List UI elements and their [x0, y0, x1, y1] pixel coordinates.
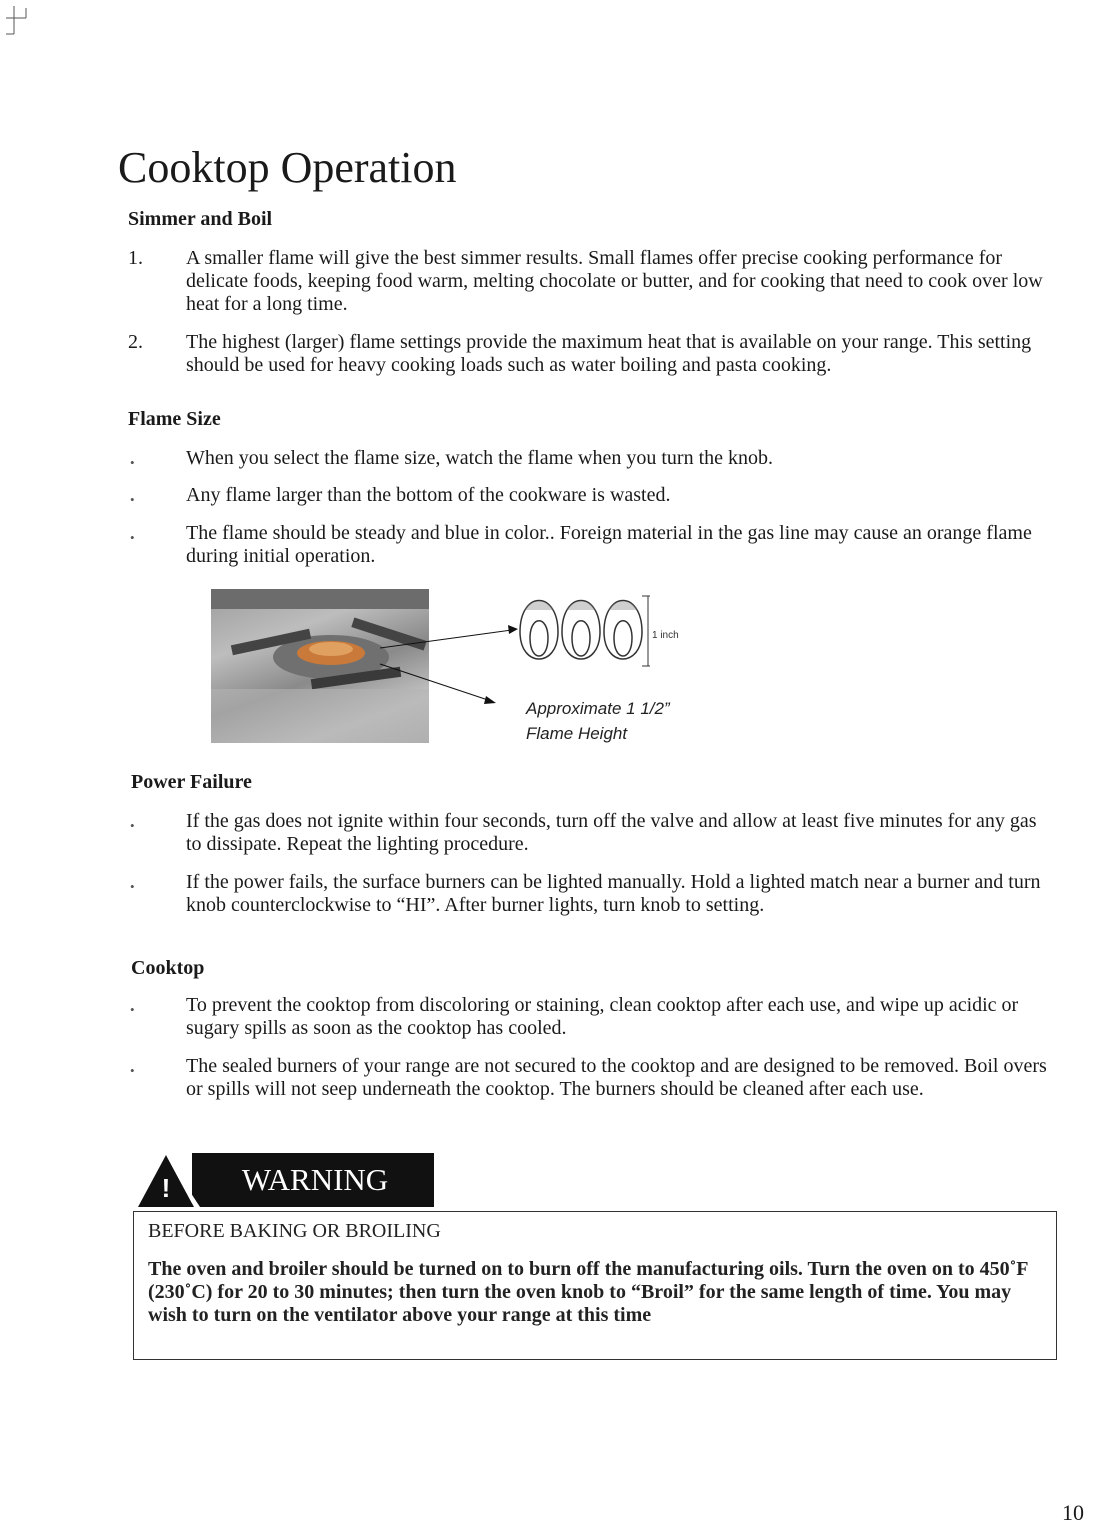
- section-heading-cooktop: Cooktop: [131, 957, 205, 979]
- warning-label: WARNING: [241, 1162, 389, 1197]
- bullet-icon: •: [130, 492, 135, 507]
- inch-label: 1 inch: [652, 630, 679, 641]
- bullet-icon: •: [130, 530, 135, 545]
- bullet-icon: •: [130, 879, 135, 894]
- caption-line: Flame Height: [526, 724, 628, 743]
- list-item-text: To prevent the cooktop from discoloring or staining, clean cooktop after each use, and wipe up acidic or sugary spills as soon as the cooktop has cooled.: [186, 994, 1019, 1039]
- exclamation-icon: !: [161, 1173, 171, 1203]
- list-item-text: When you select the flame size, watch the flame when you turn the knob.: [186, 447, 774, 469]
- list-number: 2.: [128, 331, 143, 353]
- figure-caption: [526, 696, 670, 746]
- bullet-icon: •: [130, 1063, 135, 1078]
- caption-line: Approximate 1 1/2”: [526, 699, 670, 718]
- page-title: Cooktop Operation: [118, 143, 457, 192]
- section-heading-flame-size: Flame Size: [128, 408, 221, 430]
- list-item-text: If the gas does not ignite within four seconds, turn off the valve and allow at least five minutes for any gas to dissipate. Repeat the lighting procedure.: [186, 810, 1037, 855]
- flame-diagram: [0, 0, 1096, 760]
- list-item-text: The flame should be steady and blue in color.. Foreign material in the gas line may cause an orange flame during initial operation.: [186, 522, 1032, 567]
- list-item-text: The highest (larger) flame settings provide the maximum heat that is available on your range. This setting should be used for heavy cooking loads such as water boiling and pasta cooking.: [186, 331, 1032, 376]
- list-item-text: Any flame larger than the bottom of the cookware is wasted.: [186, 484, 671, 506]
- list-item-text: The sealed burners of your range are not secured to the cooktop and are designed to be removed. Boil overs or spills will not seep underneath the cooktop. The burners should be cleaned after each use.: [186, 1055, 1047, 1100]
- warning-body: The oven and broiler should be turned on to burn off the manufacturing oils. Turn the oven on to 450˚F (230˚C) for 20 to 30 minutes; then turn the oven knob to “Broil” for the same length of time. You may wish to turn on the ventilator above your range at this time: [148, 1258, 1028, 1326]
- bullet-icon: •: [130, 818, 135, 833]
- list-number: 1.: [128, 247, 143, 269]
- section-heading-power-failure: Power Failure: [131, 771, 252, 793]
- list-item-text: A smaller flame will give the best simmer results. Small flames offer precise cooking performance for delicate foods, keeping food warm, melting chocolate or butter, and for cooking that need to cook over low heat for a long time.: [186, 247, 1043, 315]
- warning-heading: BEFORE BAKING OR BROILING: [148, 1220, 441, 1242]
- list-item-text: If the power fails, the surface burners can be lighted manually. Hold a lighted match near a burner and turn knob counterclockwise to “HI”. After burner lights, turn knob to setting.: [186, 871, 1041, 916]
- page-number: 10: [1062, 1500, 1084, 1525]
- bullet-icon: •: [130, 455, 135, 470]
- section-heading-simmer: Simmer and Boil: [128, 208, 273, 230]
- bullet-icon: •: [130, 1002, 135, 1017]
